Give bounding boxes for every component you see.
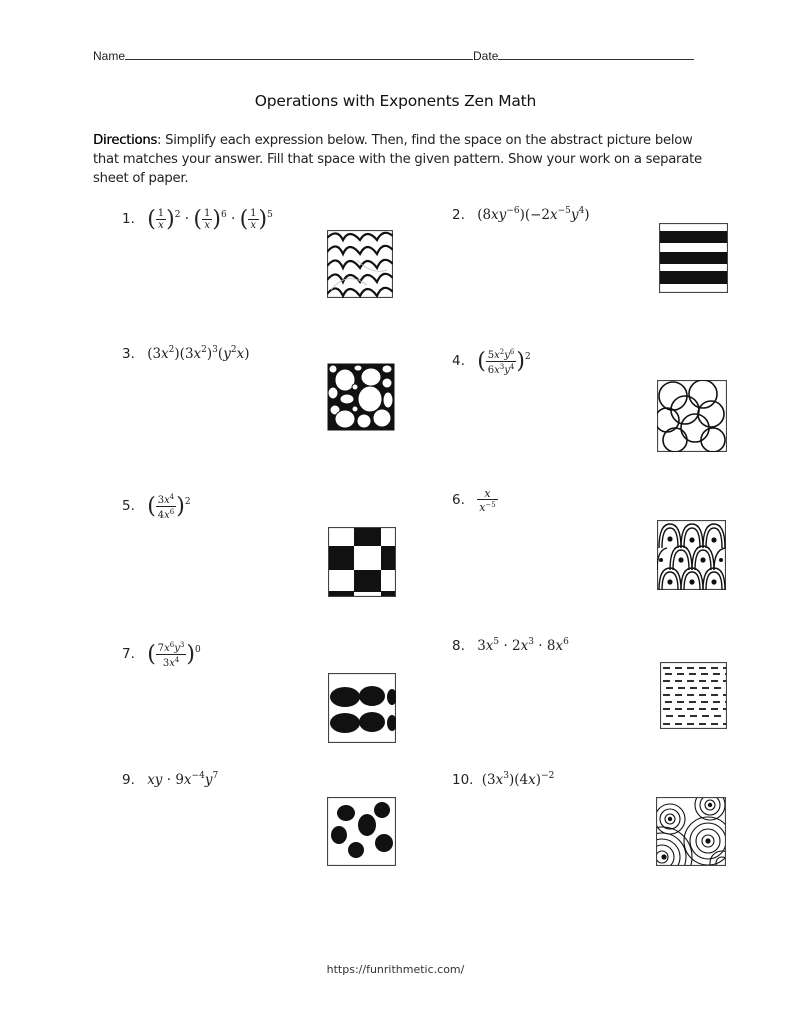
problem-expression: ( $\frac{7x^6y^3}{3x^4}$ )$^0$ — [147, 641, 201, 669]
directions-label: Directions — [93, 133, 157, 148]
problem-number: 2. — [452, 207, 465, 223]
problem-number: 4. — [452, 353, 465, 369]
problem-expression: ( $\frac{3x^4}{4x^6}$ )$^2$ — [147, 493, 191, 521]
problem-number: 1. — [122, 211, 135, 227]
footer-url[interactable]: https://funrithmetic.com/ — [326, 963, 465, 976]
problem-9 — [122, 771, 218, 788]
dashes-pattern-icon — [660, 662, 727, 729]
problem-number: 3. — [122, 346, 135, 362]
problem-expression: $(8xy^{-6})(-2x^{-5}y^4)$ — [477, 206, 590, 223]
problem-4 — [452, 347, 531, 376]
leaf-chain-pattern-icon — [328, 673, 396, 743]
problem-1 — [122, 207, 273, 232]
problem-number: 5. — [122, 498, 135, 514]
scallop-pattern-icon — [327, 230, 393, 298]
dots-pattern-icon — [327, 797, 396, 866]
problem-expression: xy · $9x^{-4}y^7$ — [147, 771, 219, 788]
checkerboard-pattern-icon — [328, 527, 396, 597]
name-label: Name — [93, 49, 126, 63]
arches-pattern-icon — [657, 520, 726, 590]
pattern-overlapping-circles — [657, 380, 727, 452]
problem-expression: $\frac{x}{x^{-5}}$ — [479, 487, 496, 514]
pattern-checkerboard — [328, 527, 396, 597]
pattern-concentric-arcs — [656, 797, 726, 866]
problem-number: 6. — [452, 492, 465, 508]
pattern-thick-stripes — [659, 223, 728, 293]
problem-expression: $(3x^3)(4x)^{-2}$ — [481, 771, 555, 788]
problem-expression: ( $\frac{5x^2y^6}{6x^3y^4}$ )$^2$ — [477, 348, 531, 376]
pattern-scallop-arcs — [327, 230, 393, 298]
problem-number: 7. — [122, 646, 135, 662]
name-field[interactable] — [125, 47, 473, 60]
problem-5 — [122, 492, 191, 521]
problem-6 — [452, 488, 498, 513]
date-label: Date — [473, 49, 499, 63]
problem-number: 10. — [452, 772, 474, 788]
pattern-arches-with-dots — [657, 520, 726, 590]
problem-2 — [452, 206, 590, 223]
pattern-black-leaf-chains — [328, 673, 396, 743]
circles-pattern-icon — [657, 380, 727, 452]
pattern-black-dots — [327, 797, 396, 866]
problem-expression: $(3x^2)(3x^2)^3(y^2x)$ — [147, 345, 250, 362]
problem-10 — [452, 771, 554, 788]
name-date-header — [93, 47, 694, 63]
worksheet-title: Operations with Exponents Zen Math — [254, 92, 537, 110]
pattern-packed-ovals — [327, 363, 395, 431]
problem-expression: ( $\frac{1}{x}$ )$^2$ · ( $\frac{1}{x}$ )$^6$ · ( $\frac{1}{x}$ )$^5$ — [147, 207, 273, 232]
concentric-arcs-pattern-icon — [656, 797, 726, 866]
problem-expression: $3x^5 \cdot 2x^3 \cdot 8x^6$ — [477, 637, 569, 654]
ovals-pattern-icon — [327, 363, 395, 431]
problem-number: 8. — [452, 638, 465, 654]
problem-number: 9. — [122, 772, 135, 788]
problem-3 — [122, 345, 249, 362]
pattern-dashed-lines — [660, 662, 727, 729]
date-field[interactable] — [498, 47, 694, 60]
directions — [93, 131, 703, 188]
stripes-pattern-icon — [659, 223, 728, 293]
problem-8 — [452, 637, 569, 654]
directions-text: : Simplify each expression below. Then, find the space on the abstract picture below that matches your answer. Fill that space with the given pattern. Show your work on a separate sheet of paper. — [93, 133, 702, 186]
problem-7 — [122, 640, 201, 669]
